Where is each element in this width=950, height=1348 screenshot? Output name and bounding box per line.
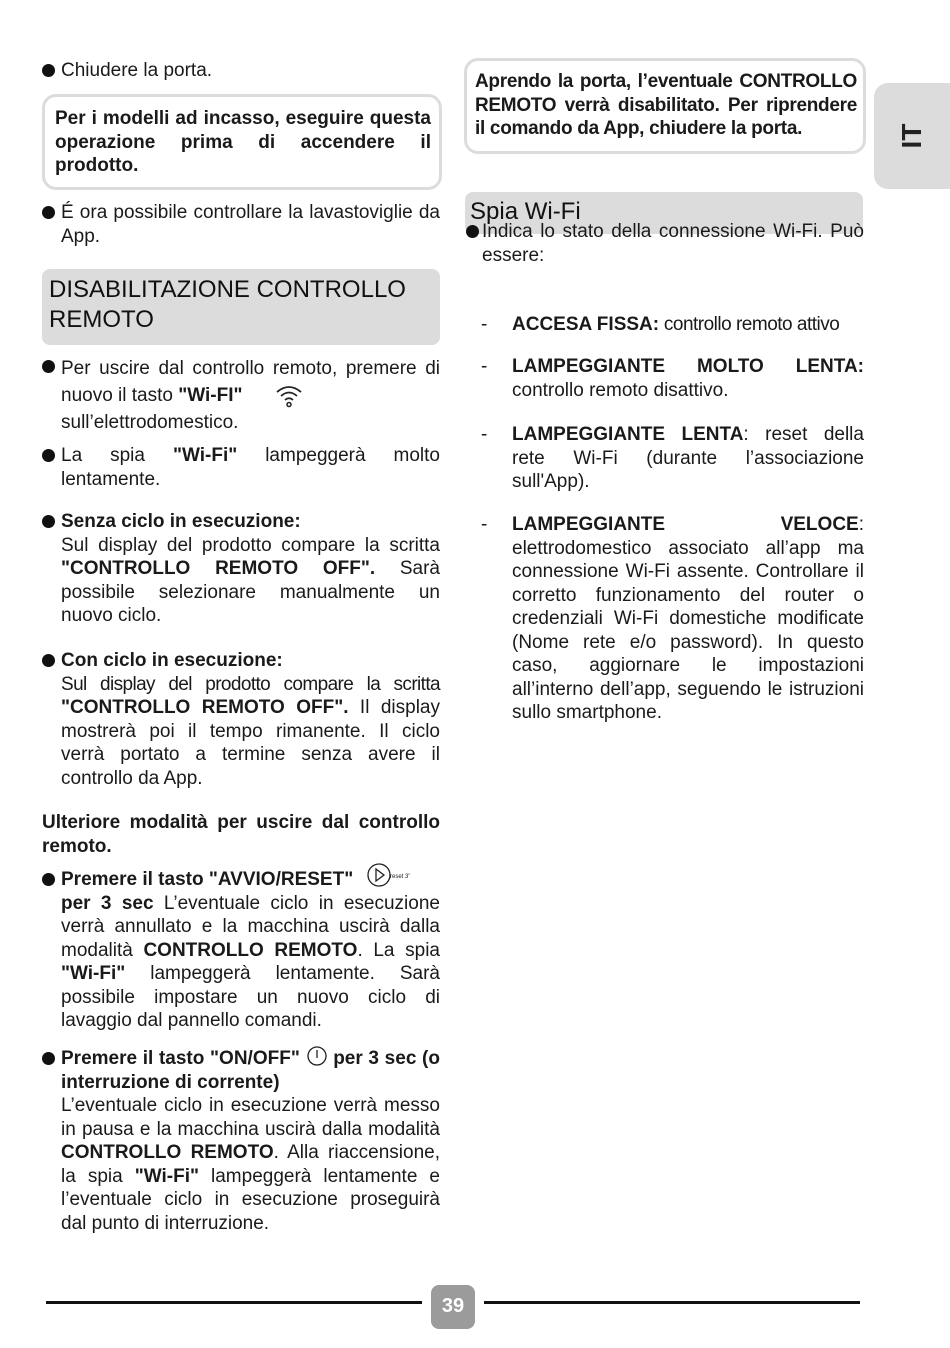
bullet-close-door [42, 59, 440, 83]
note-text: Per i modelli ad incasso, eseguire questa operazione prima di accendere il prodotto. [55, 108, 431, 176]
bullet-text: Premere il tasto "AVVIO/RESET" reset 3" per 3 sec L’eventuale ciclo in esecuzione verrà annullato e la macchina uscirà dalla modalità CONTROLLO REMOTO. La spia "Wi-Fi" lampeggerà lentamente. Sarà possibile impostare un nuovo ciclo di lavaggio dal pannello comandi. [61, 868, 440, 1033]
heading-text: Spia Wi-Fi [470, 198, 581, 225]
play-reset-icon [366, 863, 410, 889]
bullet-blink-slow [42, 444, 440, 491]
power-icon [306, 1045, 328, 1067]
bullet-text: Senza ciclo in esecuzione: Sul display del prodotto compare la scritta "CONTROLLO REMOTO OFF". Sarà possibile selezionare manualmente un nuovo ciclo. [61, 511, 440, 626]
footer-rule-right [484, 1301, 860, 1304]
state-very-slow: - LAMPEGGIANTE MOLTO LENTA: controllo remoto disattivo. [481, 356, 864, 401]
bullet-reset [42, 868, 440, 1033]
bullet-no-cycle [42, 510, 440, 628]
note-box-incasso [42, 94, 442, 190]
bullet-wifi-intro [466, 220, 864, 267]
state-slow: - LAMPEGGIANTE LENTA: reset della rete Wi-Fi (durante l’associazione sull'App). [481, 424, 864, 492]
bullet-text: Con ciclo in esecuzione: Sul display del prodotto compare la scritta "CONTROLLO REMOTO OFF". Il display mostrerà poi il tempo rimanente. Il ciclo verrà portato a termine senza avere il controllo da App. [61, 650, 440, 789]
bullet-with-cycle [42, 649, 440, 790]
note-box-door [464, 58, 866, 154]
bullet-text: Per uscire dal controllo remoto, premere di nuovo il tasto "Wi-FI" sull’elettrodomestico. [61, 358, 440, 433]
bullet-app-control [42, 201, 440, 248]
bullet-onoff [42, 1047, 440, 1235]
bullet-exit-remote [42, 355, 440, 436]
language-tab [874, 83, 950, 189]
wifi-icon [274, 383, 304, 409]
language-label: IT [896, 123, 928, 149]
bullet-text: Premere il tasto "ON/OFF" per 3 sec (o interruzione di corrente) L’eventuale ciclo in esecuzione verrà messo in pausa e la macchina uscirà dalla modalità CONTROLLO REMOTO. Alla riaccensione, la spia "Wi-Fi" lampeggerà lentamente e l’eventuale ciclo in esecuzione proseguirà dal punto di interruzione. [61, 1047, 440, 1235]
bullet-text: Indica lo stato della connessione Wi-Fi. Può essere: [482, 221, 864, 266]
state-steady: - ACCESA FISSA: controllo remoto attivo [481, 314, 840, 335]
subheading: Senza ciclo in esecuzione: [61, 511, 301, 532]
bullet-text: Chiudere la porta. [61, 60, 213, 81]
note-text: Aprendo la porta, l’eventuale CONTROLLO REMOTO verrà disabilitato. Per riprendere il comando da App, chiudere la porta. [475, 71, 857, 139]
bullet-text: La spia "Wi-Fi" lampeggerà molto lentamente. [61, 445, 440, 490]
bullet-text: É ora possibile controllare la lavastoviglie da App. [61, 202, 440, 247]
wifi-key-label: "Wi-FI" [178, 385, 243, 406]
footer-rule-left [46, 1301, 422, 1304]
heading-text: DISABILITAZIONE CONTROLLO REMOTO [49, 276, 406, 333]
subheading: Con ciclo in esecuzione: [61, 650, 283, 671]
page-number: 39 [431, 1285, 475, 1329]
further-mode-title: Ulteriore modalità per uscire dal controllo remoto. [42, 812, 440, 857]
state-fast: - LAMPEGGIANTE VELOCE: elettrodomestico associato all’app ma connessione Wi-Fi assente. Controllare il corretto funzionamento del router o credenziali Wi-Fi domestiche modificate (Nome rete e/o password). In questo caso, aggiornare le impostazioni all’interno dell’app, seguendo le istruzioni sullo smartphone. [481, 514, 864, 723]
section-heading-disable [42, 269, 440, 345]
reset-icon-label: reset 3" [390, 873, 411, 880]
